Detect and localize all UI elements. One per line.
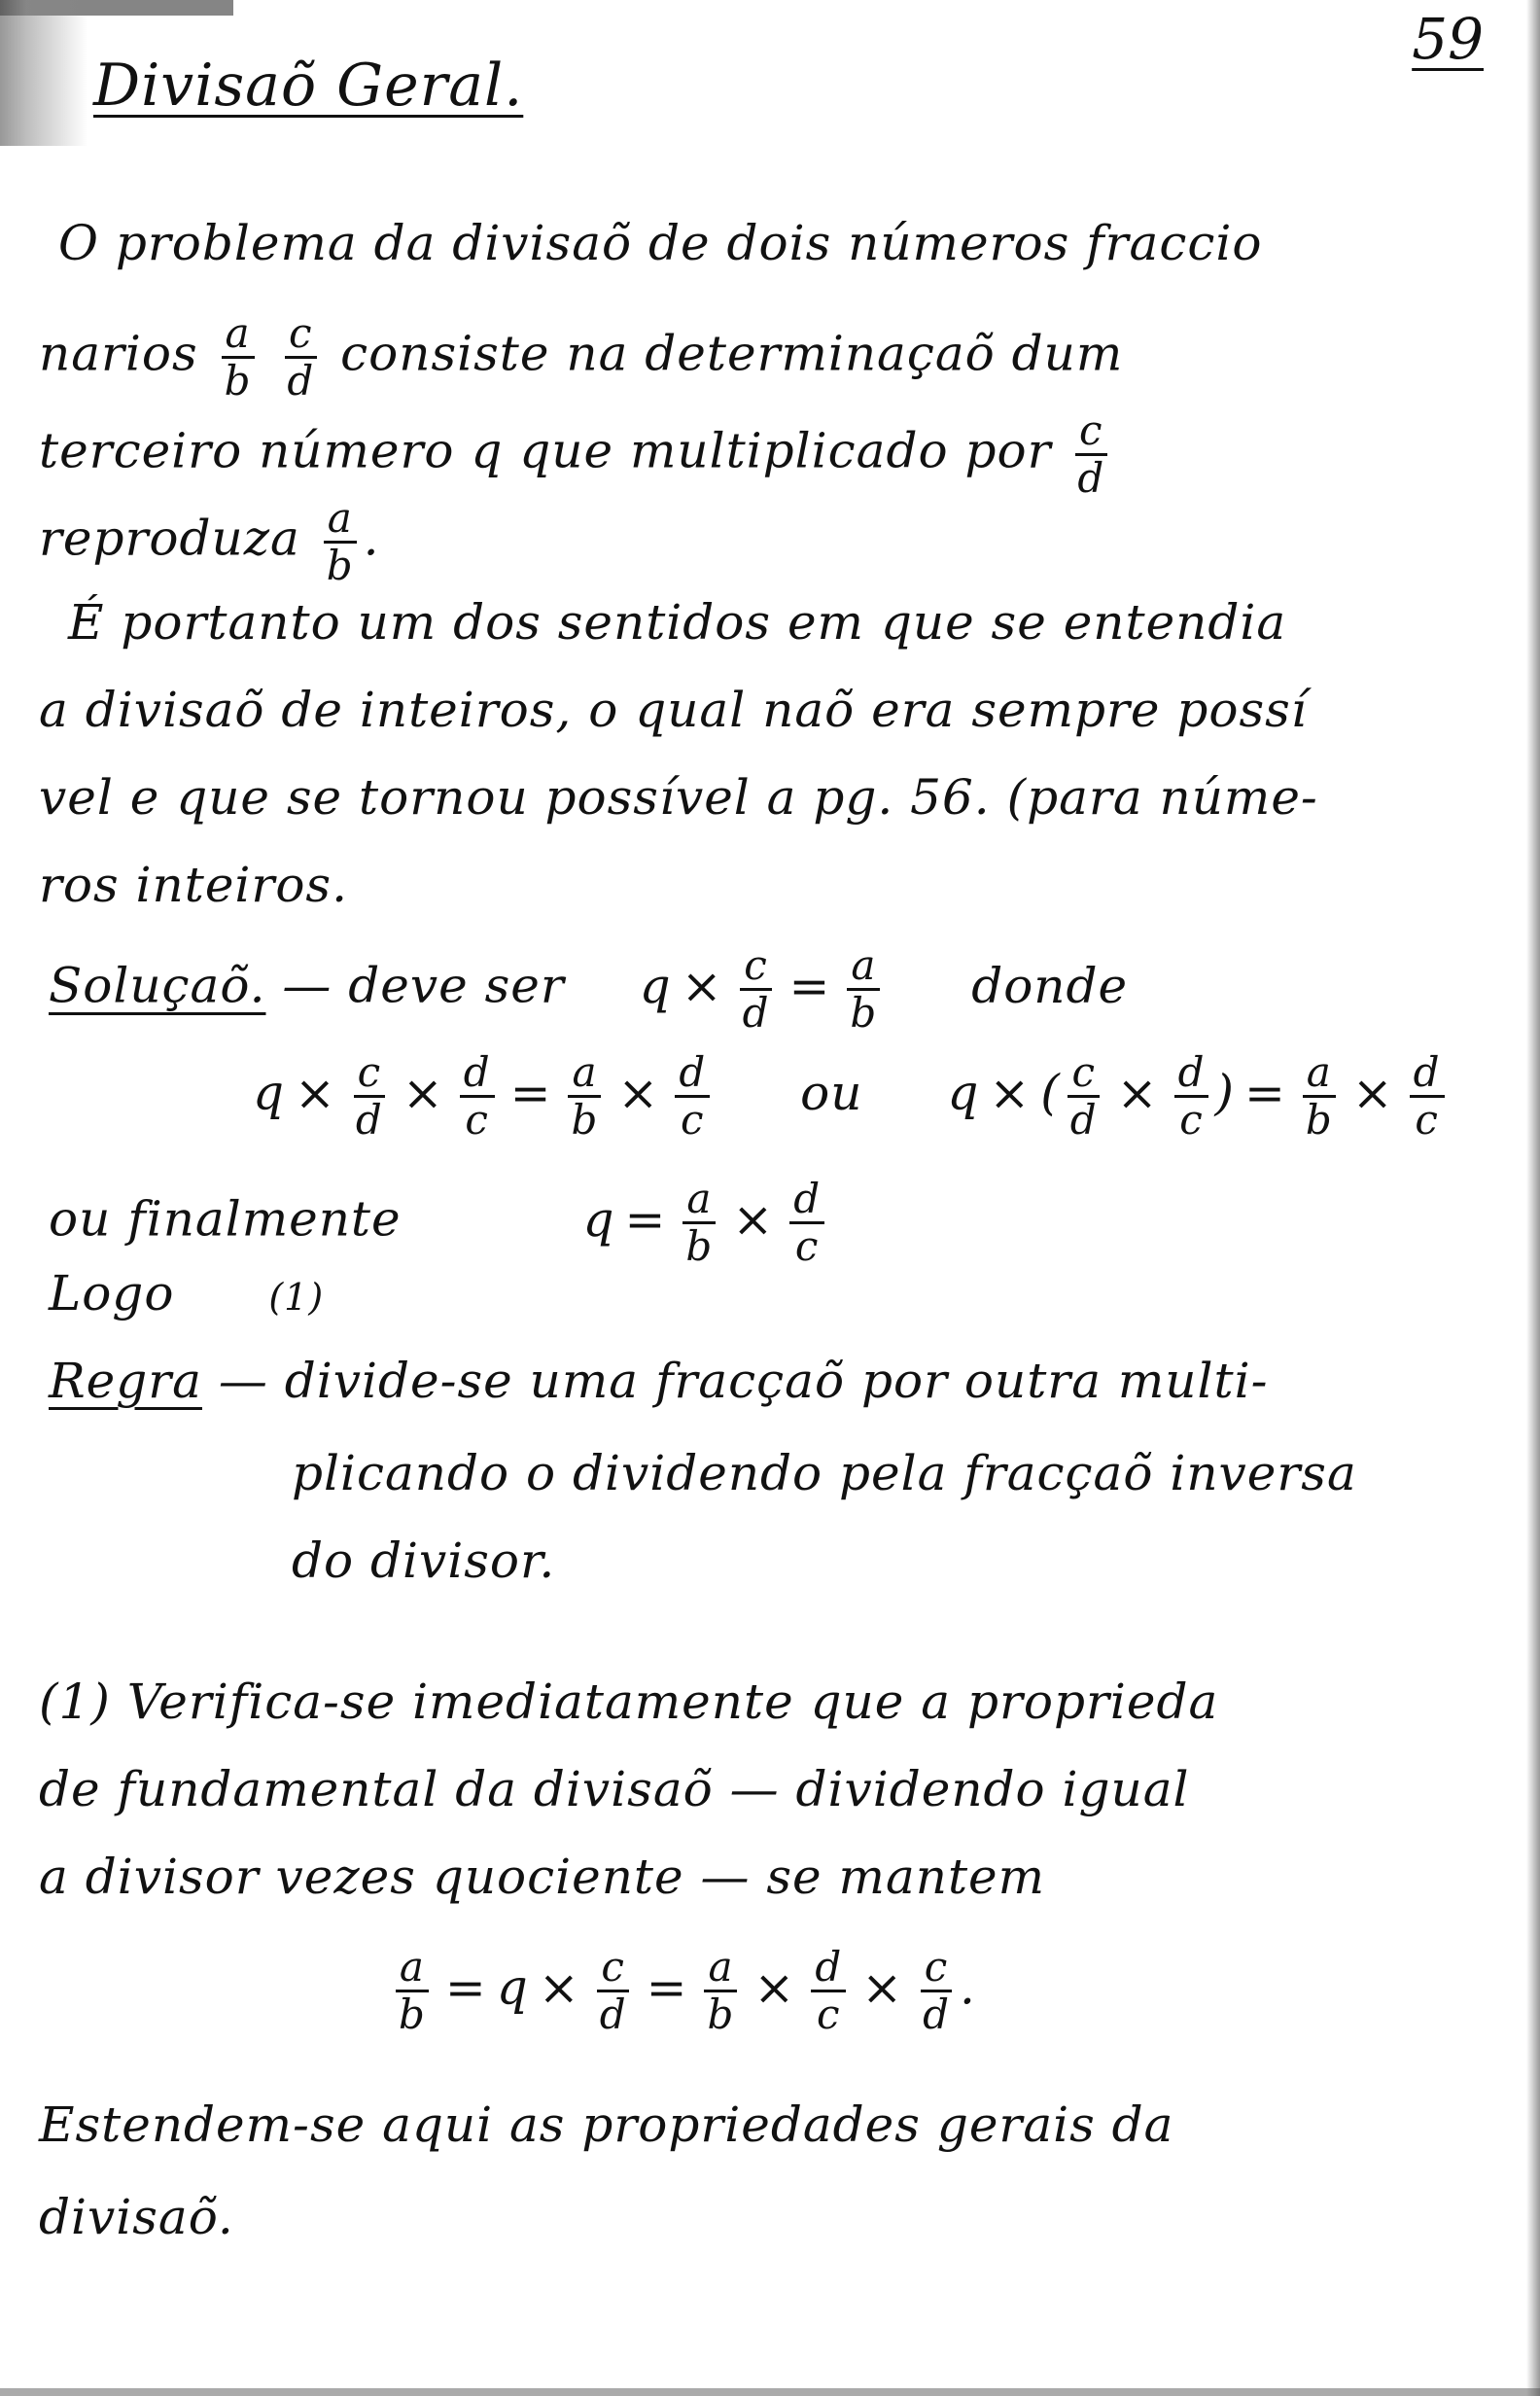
p1-line2 bbox=[39, 311, 1123, 404]
footnote-line3: a divisor vezes quociente — se mantem bbox=[39, 1849, 1046, 1905]
fraction-a-over-b: $\frac{a}{b}$ bbox=[323, 496, 358, 588]
p2-line3: vel e que se tornou possível a pg. 56. (para núme- bbox=[39, 769, 1318, 826]
fraction-c-over-d: $\frac{c}{d}$ bbox=[1073, 408, 1108, 501]
footnote-line1: (1) Verifica-se imediatamente que a proprieda bbox=[39, 1674, 1219, 1730]
rule-line2: plicando o dividendo pela fracçaõ inversa bbox=[292, 1445, 1357, 1501]
page-title: Divisaõ Geral. bbox=[93, 52, 524, 120]
p1-line4: reproduza $\frac{a}{b}$ . bbox=[39, 494, 380, 589]
scan-edge-left bbox=[0, 0, 88, 146]
p1-line3: terceiro número q que multiplicado por $\frac{c}{d}$ bbox=[39, 408, 1114, 501]
rule-label: Regra bbox=[49, 1353, 202, 1409]
solution-label: Soluçaõ. bbox=[49, 957, 266, 1014]
p2-line4: ros inteiros. bbox=[39, 857, 348, 913]
p1-line2-post: consiste na determinaçaõ dum bbox=[340, 325, 1124, 382]
footnote-line2: de fundamental da divisaõ — dividendo igual bbox=[39, 1761, 1190, 1817]
p2-line2: a divisaõ de inteiros, o qual naõ era sempre possí bbox=[39, 682, 1308, 738]
solution-line1: Soluçaõ. — deve ser q × $\frac{c}{d}$ = $\frac{a}{b}$ donde bbox=[49, 941, 1129, 1037]
rule-line1: Regra — divide-se uma fracçaõ por outra multi- bbox=[49, 1353, 1269, 1409]
logo-line: Logo (1) bbox=[49, 1265, 325, 1321]
fraction-c-over-d: $\frac{c}{d}$ bbox=[283, 311, 318, 404]
p1-line2-pre: narios bbox=[39, 325, 198, 382]
solution-line2: q × $\frac{c}{d}$ × $\frac{d}{c}$ = $\frac{a}{b}$ × $\frac{d}{c}$ ou q × ( $\frac{c}{d}$ × $\frac{d}{c}$ ) = $\frac{a}{b}$ × $\frac{d}{c}$ bbox=[253, 1050, 1451, 1143]
solution-line3: ou finalmente q = $\frac{a}{b}$ × $\frac{d}{c}$ bbox=[49, 1177, 830, 1269]
page-number: 59 bbox=[1412, 6, 1484, 72]
scan-edge-right bbox=[1526, 0, 1540, 2396]
fraction-a-over-b: $\frac{a}{b}$ bbox=[221, 311, 256, 404]
p1-line1: O problema da divisaõ de dois números fraccio bbox=[58, 215, 1263, 271]
p2-line1: É portanto um dos sentidos em que se entendia bbox=[68, 594, 1287, 651]
scan-edge-bottom bbox=[0, 2388, 1540, 2396]
rule-line3: do divisor. bbox=[292, 1533, 556, 1589]
closing-line1: Estendem-se aqui as propriedades gerais da bbox=[39, 2096, 1174, 2153]
closing-line2: divisaõ. bbox=[39, 2189, 234, 2245]
footnote-equation: $\frac{a}{b}$ = q × $\frac{c}{d}$ = $\frac{a}{b}$ × $\frac{d}{c}$ × $\frac{c}{d}$ . bbox=[389, 1945, 976, 2037]
